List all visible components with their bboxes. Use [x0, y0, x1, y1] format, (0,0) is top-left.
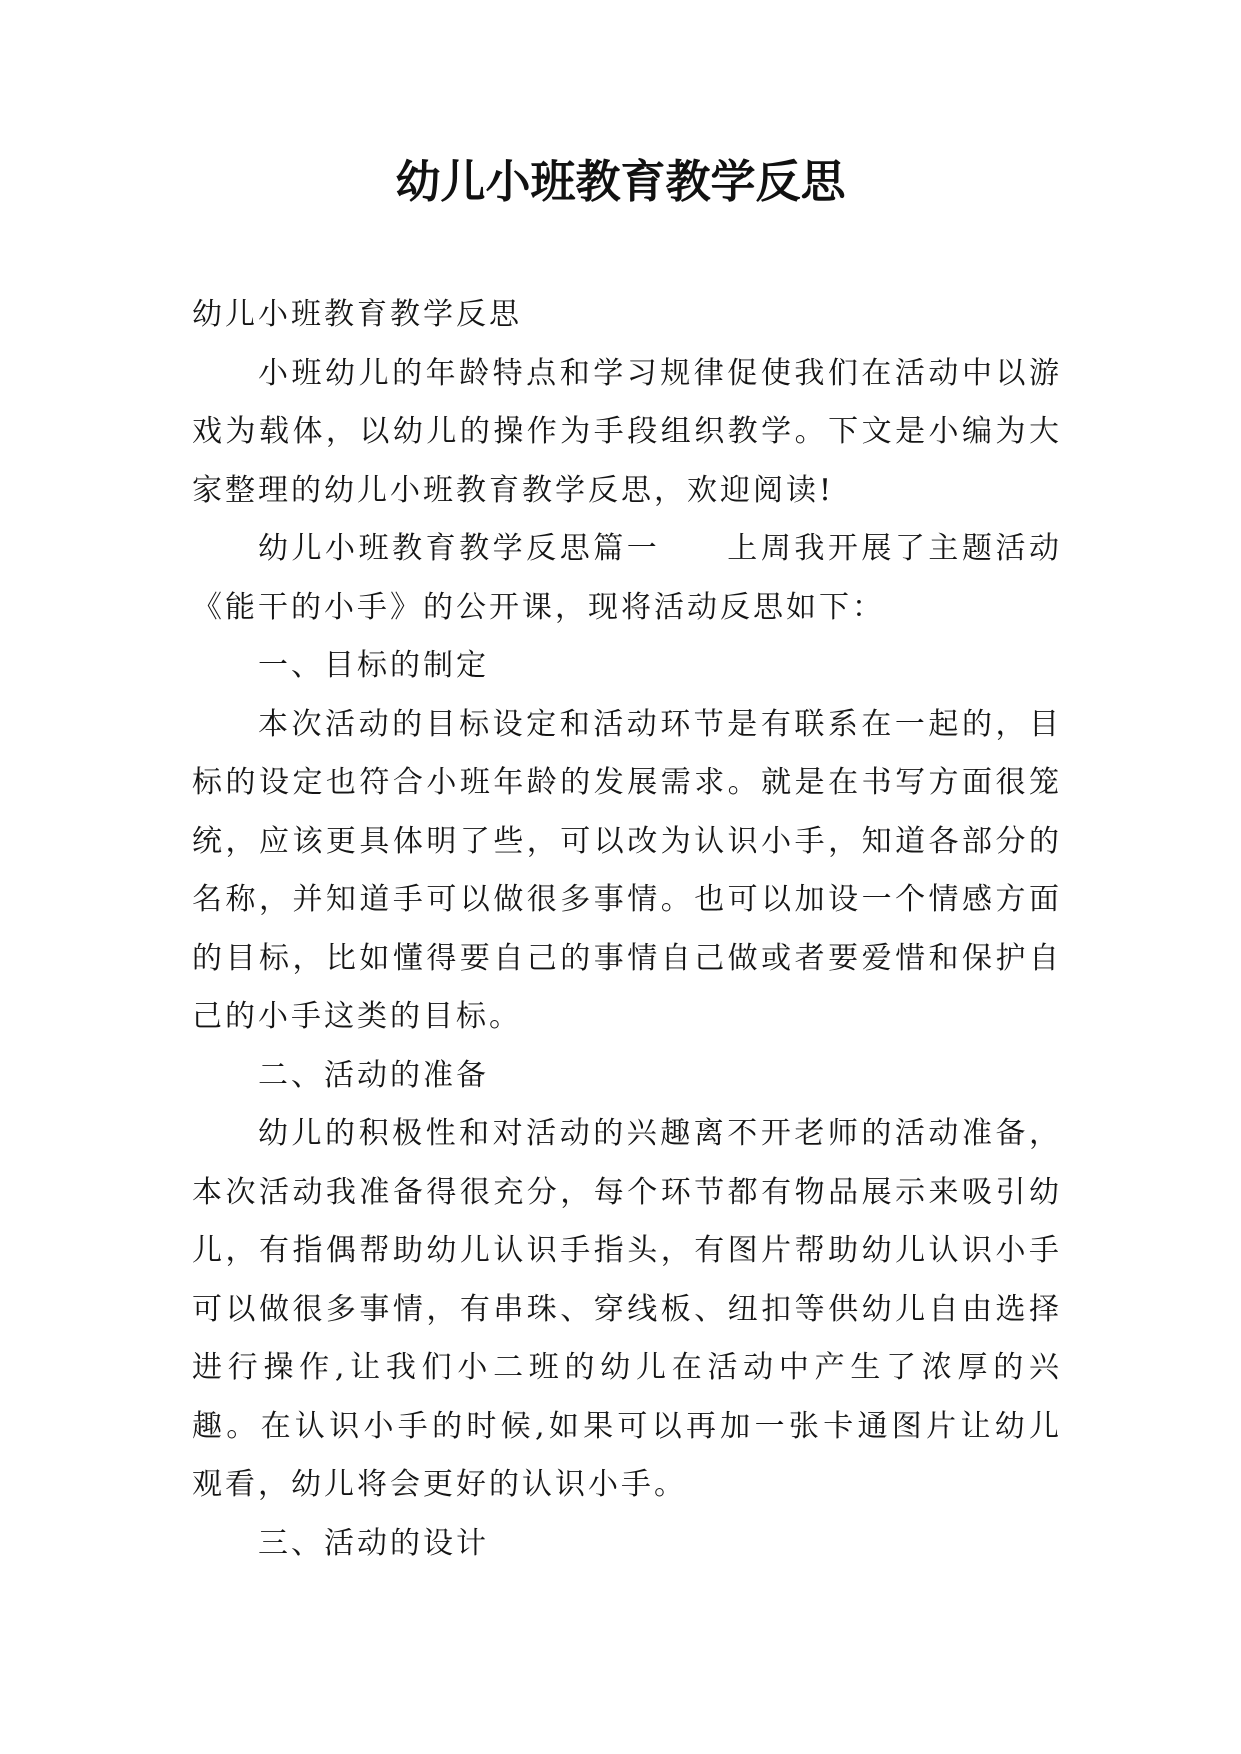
section-heading-design: 三、活动的设计	[258, 1525, 489, 1561]
paragraph-intro: 小班幼儿的年龄特点和学习规律促使我们在活动中以游戏为载体，以幼儿的操作为手段组织教学。下文是小编为大家整理的幼儿小班教育教学反思，欢迎阅读!	[192, 355, 1062, 508]
paragraph-part-one: 幼儿小班教育教学反思篇一 上周我开展了主题活动《能干的小手》的公开课，现将活动反思如下：	[192, 531, 1062, 625]
document-subtitle: 幼儿小班教育教学反思	[192, 297, 522, 332]
section-heading-preparation: 二、活动的准备	[258, 1057, 489, 1093]
section-heading-goals: 一、目标的制定	[258, 648, 489, 683]
paragraph-preparation: 幼儿的积极性和对活动的兴趣离不开老师的活动准备，本次活动我准备得很充分，每个环节都有物品展示来吸引幼儿，有指偶帮助幼儿认识手指头，有图片帮助幼儿认识小手可以做很多事情，有串珠、穿线板、纽扣等供幼儿自由选择进行操作,让我们小二班的幼儿在活动中产生了浓厚的兴趣。在认识小手的时候,如果可以再加一张卡通图片让幼儿观看，幼儿将会更好的认识小手。	[192, 1116, 1062, 1502]
paragraph-goals: 本次活动的目标设定和活动环节是有联系在一起的，目标的设定也符合小班年龄的发展需求。就是在书写方面很笼统，应该更具体明了些，可以改为认识小手，知道各部分的名称，并知道手可以做很多事情。也可以加设一个情感方面的目标，比如懂得要自己的事情自己做或者要爱惜和保护自己的小手这类的目标。	[192, 706, 1062, 1034]
document-body	[192, 286, 1062, 1573]
document-title: 幼儿小班教育教学反思	[395, 155, 846, 208]
